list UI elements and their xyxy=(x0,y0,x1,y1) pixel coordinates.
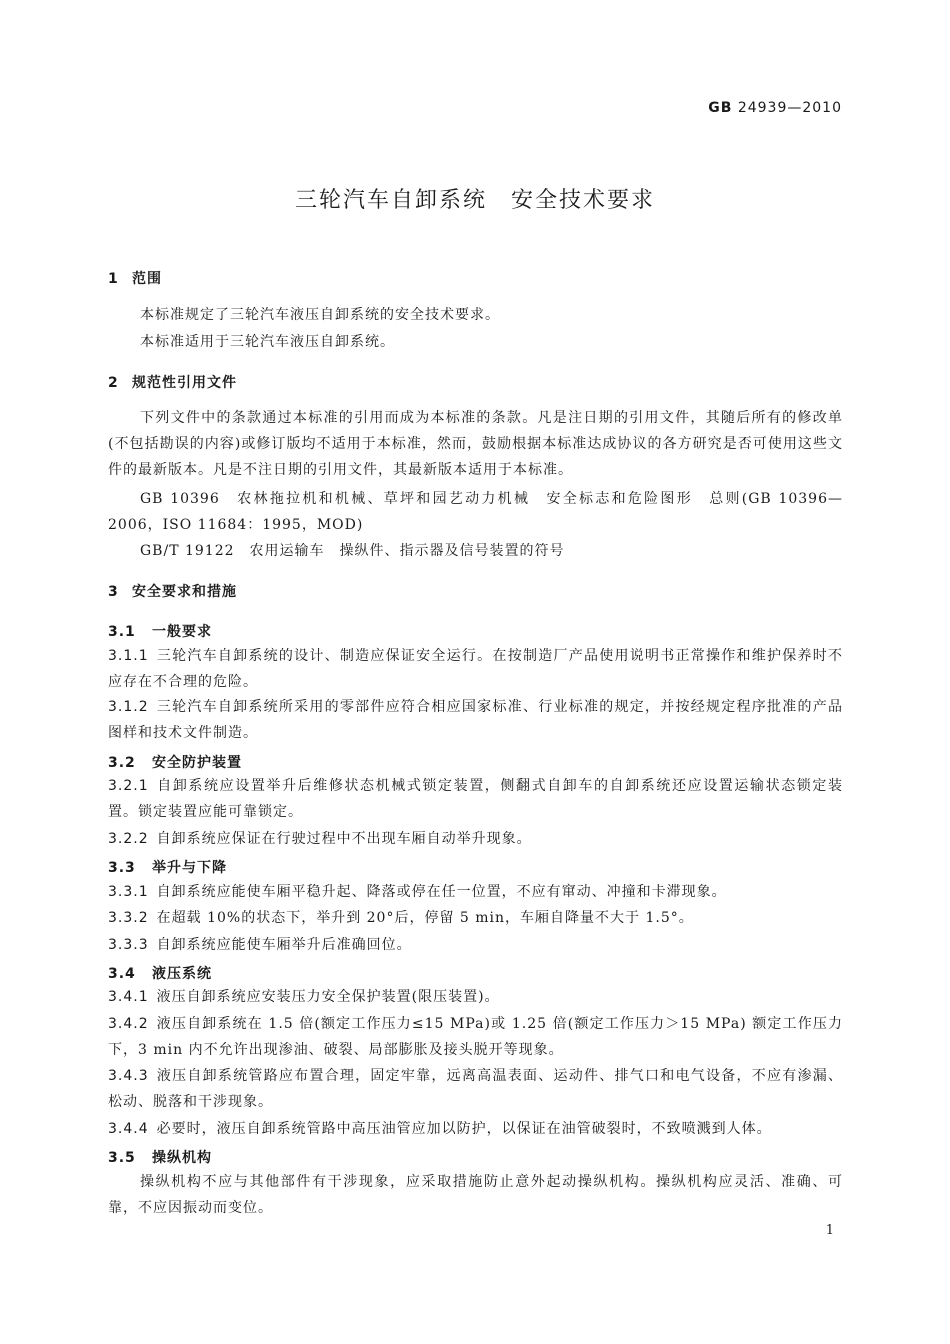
clause-3-4-1: 3.4.1 液压自卸系统应安装压力安全保护装置(限压装置)。 xyxy=(108,989,500,1005)
clause-3-4-4: 3.4.4 必要时，液压自卸系统管路中高压油管应加以防护，以保证在油管破裂时，不致喷溅到人体。 xyxy=(108,1121,772,1137)
subsection-3-1-heading: 3.1 一般要求 xyxy=(108,624,212,640)
section-1-heading: 1 范围 xyxy=(108,271,162,287)
standard-code: GB 24939—2010 xyxy=(708,100,842,116)
section-1-para-2: 本标准适用于三轮汽车液压自卸系统。 xyxy=(140,334,395,350)
subsection-3-5-heading: 3.5 操纵机构 xyxy=(108,1150,212,1166)
section-2-para-1: 下列文件中的条款通过本标准的引用而成为本标准的条款。凡是注日期的引用文件，其随后所有的修改单(不包括勘误的内容)或修订版均不适用于本标准，然而，鼓励根据本标准达成协议的各方研究是否可使用这些文件的最新版本。凡是不注日期的引用文件，其最新版本适用于本标准。 xyxy=(108,410,843,478)
section-2-heading: 2 规范性引用文件 xyxy=(108,375,237,391)
section-3-heading: 3 安全要求和措施 xyxy=(108,584,237,600)
page-number: 1 xyxy=(825,1223,834,1238)
clause-3-2-2: 3.2.2 自卸系统应保证在行驶过程中不出现车厢自动举升现象。 xyxy=(108,831,532,847)
subsection-3-3-heading: 3.3 举升与下降 xyxy=(108,860,227,876)
clause-3-4-2: 3.4.2 液压自卸系统在 1.5 倍(额定工作压力≤15 MPa)或 1.25 倍(额定工作压力＞15 MPa) 额定工作压力下，3 min 内不允许出现渗油、破裂、局部膨胀及接头脱开等现象。 xyxy=(108,1016,843,1058)
clause-3-1-2: 3.1.2 三轮汽车自卸系统所采用的零部件应符合相应国家标准、行业标准的规定，并按经规定程序批准的产品图样和技术文件制造。 xyxy=(108,699,843,741)
reference-gb10396: GB 10396 农林拖拉机和机械、草坪和园艺动力机械 安全标志和危险图形 总则(GB 10396—2006，ISO 11684：1995，MOD) xyxy=(108,491,843,533)
clause-3-2-1: 3.2.1 自卸系统应设置举升后维修状态机械式锁定装置，侧翻式自卸车的自卸系统还应设置运输状态锁定装置。锁定装置应能可靠锁定。 xyxy=(108,778,843,820)
clause-3-4-3: 3.4.3 液压自卸系统管路应布置合理，固定牢靠，远离高温表面、运动件、排气口和电气设备，不应有渗漏、松动、脱落和干涉现象。 xyxy=(108,1068,843,1110)
clause-3-3-3: 3.3.3 自卸系统应能使车厢举升后准确回位。 xyxy=(108,937,412,953)
clause-3-3-1: 3.3.1 自卸系统应能使车厢平稳升起、降落或停在任一位置，不应有窜动、冲撞和卡滞现象。 xyxy=(108,884,727,900)
clause-3-1-1: 3.1.1 三轮汽车自卸系统的设计、制造应保证安全运行。在按制造厂产品使用说明书正常操作和维护保养时不应存在不合理的危险。 xyxy=(108,648,843,690)
section-3-5-para: 操纵机构不应与其他部件有干涉现象，应采取措施防止意外起动操纵机构。操纵机构应灵活、准确、可靠，不应因振动而变位。 xyxy=(108,1174,843,1216)
subsection-3-2-heading: 3.2 安全防护装置 xyxy=(108,755,242,771)
subsection-3-4-heading: 3.4 液压系统 xyxy=(108,966,212,982)
reference-gbt19122: GB/T 19122 农用运输车 操纵件、指示器及信号装置的符号 xyxy=(140,543,565,559)
section-1-para-1: 本标准规定了三轮汽车液压自卸系统的安全技术要求。 xyxy=(140,307,500,323)
document-title: 三轮汽车自卸系统 安全技术要求 xyxy=(294,188,655,213)
clause-3-3-2: 3.3.2 在超载 10%的状态下，举升到 20°后，停留 5 min，车厢自降量不大于 1.5°。 xyxy=(108,910,694,926)
